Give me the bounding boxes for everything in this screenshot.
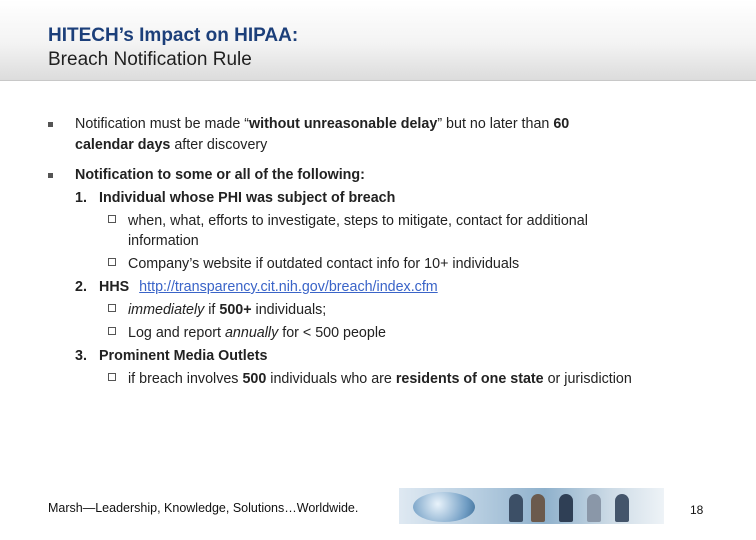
bullet-1-text: Notification must be made “ xyxy=(75,116,250,132)
globe-image xyxy=(413,492,475,522)
sub-item-3-1-rest: or jurisdiction xyxy=(543,371,632,387)
slide-title xyxy=(48,24,298,72)
sub-item-3-1-count: 500 xyxy=(242,371,267,387)
bullet-1-days: 60 xyxy=(553,116,570,132)
sub-bullet-marker xyxy=(108,304,116,312)
sub-item-2-2-rest: for < 500 people xyxy=(278,325,386,341)
sub-item-3-1-pre: if breach involves xyxy=(128,371,243,387)
sub-item-2-1-rest: individuals; xyxy=(251,302,327,318)
sub-bullet-marker xyxy=(108,327,116,335)
title-line-2: Breach Notification Rule xyxy=(48,49,252,70)
bullet-1-calendar-days: calendar days xyxy=(75,137,171,153)
bullet-marker xyxy=(48,173,53,178)
sub-item-2-1-mid: if xyxy=(204,302,220,318)
sub-item-3-1-residents: residents of one state xyxy=(395,371,544,387)
bullet-1-emphasis: without unreasonable delay xyxy=(249,116,438,132)
list-item-3-text: Prominent Media Outlets xyxy=(99,348,268,364)
list-number-2: 2. xyxy=(75,279,87,295)
sub-item-2-1-count: 500+ xyxy=(219,302,252,318)
sub-item-1-1-text: when, what, efforts to investigate, steps to mitigate, contact for additional xyxy=(128,213,588,229)
sub-bullet-marker xyxy=(108,215,116,223)
person-figure xyxy=(509,494,523,522)
person-figure xyxy=(587,494,601,522)
person-figure xyxy=(531,494,545,522)
sub-bullet-marker xyxy=(108,258,116,266)
sub-item-1-1-text-cont: information xyxy=(128,233,199,249)
list-number-1: 1. xyxy=(75,190,87,206)
sub-item-2-1-emphasis: immediately xyxy=(128,302,205,318)
bullet-2-text: Notification to some or all of the following: xyxy=(75,167,365,183)
list-item-1-text: Individual whose PHI was subject of breach xyxy=(99,190,396,206)
sub-item-2-2-pre: Log and report xyxy=(128,325,225,341)
bullet-marker xyxy=(48,122,53,127)
page-number: 18 xyxy=(690,503,704,517)
title-divider xyxy=(0,80,756,81)
footer-photo-banner xyxy=(399,488,664,524)
sub-item-1-2-text: Company’s website if outdated contact info for 10+ individuals xyxy=(128,256,520,272)
sub-item-3-1-mid: individuals who are xyxy=(266,371,396,387)
person-figure xyxy=(615,494,629,522)
sub-item-2-2-emphasis: annually xyxy=(224,325,279,341)
sub-bullet-marker xyxy=(108,373,116,381)
footer-tagline: Marsh—Leadership, Knowledge, Solutions…Worldwide. xyxy=(48,501,359,515)
list-item-2-text: HHS xyxy=(99,279,130,295)
bullet-1-text-mid: ” but no later than xyxy=(437,116,554,132)
hhs-breach-link[interactable]: http://transparency.cit.nih.gov/breach/index.cfm xyxy=(139,279,438,295)
bullet-1-after: after discovery xyxy=(170,137,268,153)
person-figure xyxy=(559,494,573,522)
list-number-3: 3. xyxy=(75,348,87,364)
title-line-1: HITECH’s Impact on HIPAA: xyxy=(48,25,299,46)
